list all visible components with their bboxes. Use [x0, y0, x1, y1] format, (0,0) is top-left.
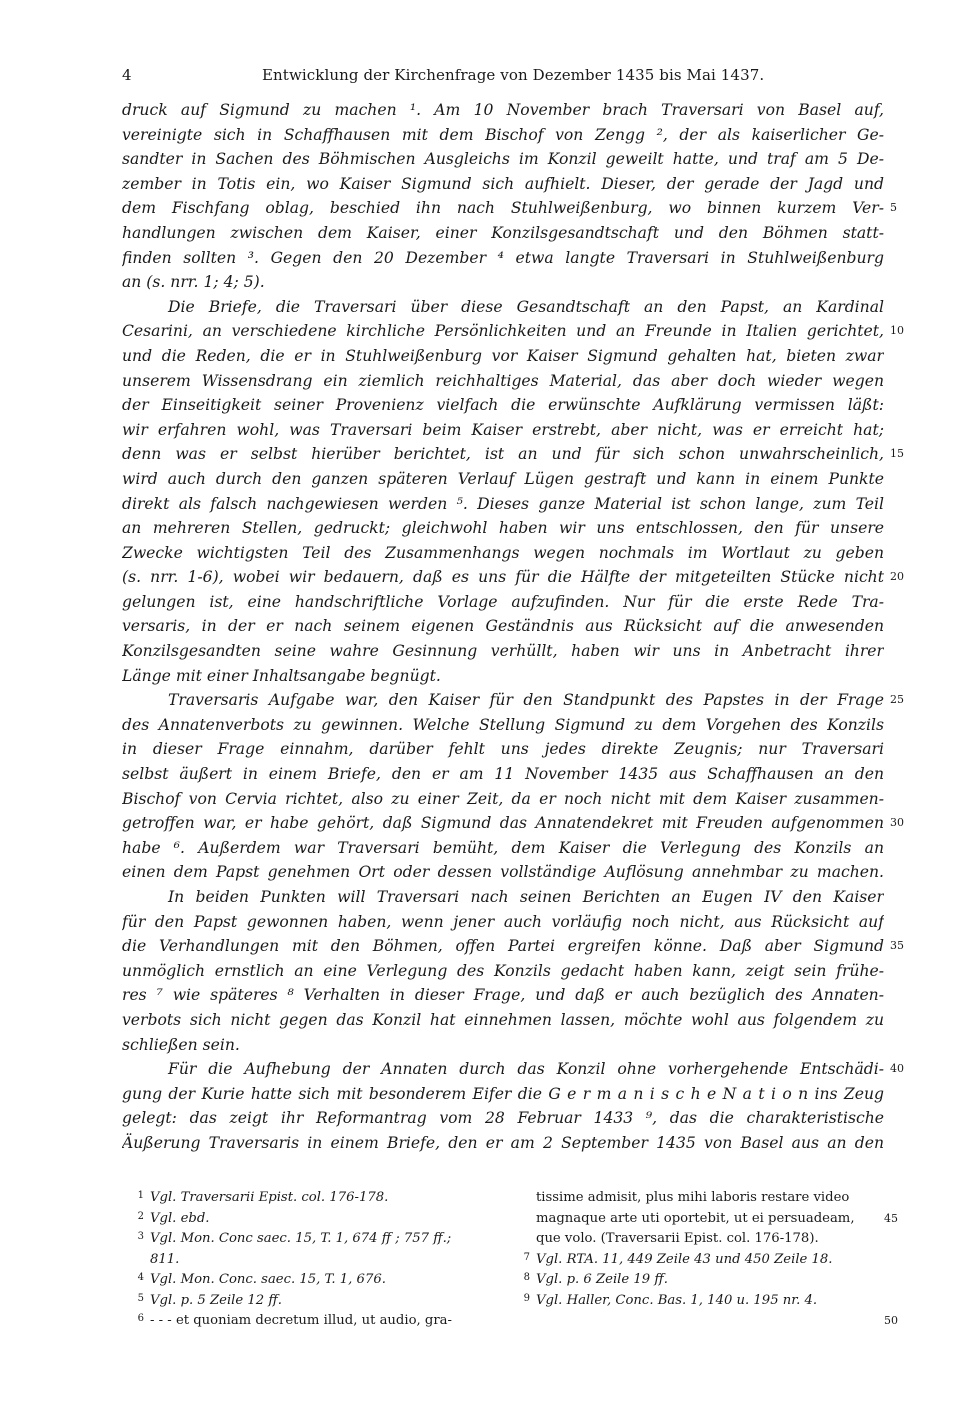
text-line: Zwecke wichtigsten Teil des Zusammenhangs wegen nochmals im Wortlaut zu geben	[122, 543, 884, 562]
footnote-line	[120, 1270, 490, 1291]
footnote-line-number: 50	[884, 1314, 898, 1327]
text-line: getroffen war, er habe gehört, daß Sigmund das Annatendekret mit Freuden aufgenommen	[122, 814, 884, 833]
text-line: Bischof von Cervia richtet, also zu einer Zeit, da er noch nicht mit dem Kaiser zusammen-	[122, 789, 884, 808]
footnote-text: que volo. (Traversarii Epist. col. 176-178).	[536, 1231, 819, 1246]
text-line: Cesarini, an verschiedene kirchliche Persönlichkeiten und an Freunde in Italien gerichtet,	[122, 322, 884, 341]
text-line: gelegt: das zeigt ihr Reformantrag vom 28 Februar 1433 ⁹, das die charakteristische	[122, 1109, 884, 1128]
text-line: dem Fischfang oblag, beschied ihn nach Stuhlweißenburg, wo binnen kurzem Ver-	[122, 199, 884, 218]
text-line: an (s. nrr. 1; 4; 5).	[122, 273, 265, 292]
text-line: (s. nrr. 1-6), wobei wir bedauern, daß es uns für die Hälfte der mitgeteilten Stücke nicht	[122, 568, 884, 587]
text-line: unmöglich ernstlich an eine Verlegung des Konzils gedacht haben kann, zeigt sein frühe-	[122, 961, 884, 980]
footnote-marker: 2	[137, 1210, 144, 1222]
text-line: des Annatenverbots zu gewinnen. Welche Stellung Sigmund zu dem Vorgehen des Konzils	[122, 715, 884, 734]
footnote-line	[120, 1311, 490, 1332]
footnote-line	[120, 1229, 490, 1250]
footnote-line	[506, 1291, 890, 1312]
footnote-text: - - - et quoniam decretum illud, ut audio, gra-	[150, 1313, 452, 1328]
text-line: unserem Wissensdrang ein ziemlich reichhaltiges Material, das aber doch wieder wegen	[122, 371, 884, 390]
text-line: für den Papst gewonnen haben, wenn jener auch vorläufig noch nicht, aus Rücksicht auf	[122, 912, 884, 931]
footnote-text: Vgl. RTA. 11, 449 Zeile 43 und 450 Zeile 18.	[536, 1251, 833, 1267]
footnotes-left-column	[120, 1188, 490, 1332]
footnote-text: Vgl. ebd.	[150, 1210, 210, 1226]
text-line: Konzilsgesandten seine wahre Gesinnung verhüllt, haben wir uns in Anbetracht ihrer	[122, 642, 884, 661]
footnote-line	[120, 1209, 490, 1230]
footnote-line	[120, 1250, 490, 1271]
footnote-line	[506, 1188, 890, 1209]
footnote-text: Vgl. Mon. Conc. saec. 15, T. 1, 676.	[150, 1272, 386, 1287]
line-number: 5	[890, 201, 897, 215]
footnote-text: Vgl. p. 6 Zeile 19 ff.	[536, 1272, 668, 1287]
line-number: 35	[890, 939, 904, 953]
footnote-text: Vgl. p. 5 Zeile 12 ff.	[150, 1292, 282, 1308]
footnote-text: Vgl. Haller, Conc. Bas. 1, 140 u. 195 nr. 4.	[536, 1292, 818, 1308]
footnote-line	[506, 1270, 890, 1291]
footnote-line	[506, 1209, 890, 1230]
line-number: 40	[890, 1062, 904, 1076]
footnote-marker: 8	[523, 1272, 530, 1283]
text-line: selbst äußert in einem Briefe, den er am 11 November 1435 aus Schaffhausen an den	[122, 765, 884, 784]
footnote-text: tissime admisit, plus mihi laboris restare video	[536, 1190, 850, 1205]
text-line: schließen sein.	[122, 1035, 240, 1054]
text-line: wir erfahren wohl, was Traversari beim Kaiser erstrebt, aber nicht, was er erreicht hat;	[122, 420, 884, 439]
text-line: Die Briefe, die Traversari über diese Gesandtschaft an den Papst, an Kardinal	[168, 297, 884, 316]
text-line: vereinigte sich in Schaffhausen mit dem Bischof von Zengg ², der als kaiserlicher Ge-	[122, 125, 884, 144]
footnote-marker: 3	[137, 1231, 144, 1242]
footnote-text: 811.	[150, 1251, 180, 1267]
line-number: 25	[890, 693, 904, 707]
text-line: Länge mit einer Inhaltsangabe begnügt.	[122, 666, 441, 685]
main-text	[122, 98, 884, 1156]
footnote-marker: 5	[137, 1292, 144, 1304]
line-number: 30	[890, 816, 904, 830]
text-line: res ⁷ wie späteres ⁸ Verhalten in dieser Frage, und daß er auch bezüglich des Annaten-	[122, 986, 884, 1005]
text-line: versaris, in der er nach seinem eigenen Geständnis aus Rücksicht auf die anwesenden	[122, 617, 884, 636]
text-line: gelungen ist, eine handschriftliche Vorlage aufzufinden. Nur für die erste Rede Tra-	[122, 592, 884, 611]
text-line: der Einseitigkeit seiner Provenienz vielfach die erwünschte Aufklärung vermissen läßt:	[122, 396, 884, 415]
footnote-marker: 9	[523, 1292, 530, 1304]
line-number: 10	[890, 324, 904, 338]
footnote-marker: 4	[137, 1272, 144, 1283]
footnote-line	[120, 1188, 490, 1209]
text-line: in dieser Frage einnahm, darüber fehlt uns jedes direkte Zeugnis; nur Traversari	[122, 740, 884, 759]
text-line: Für die Aufhebung der Annaten durch das Konzil ohne vorhergehende Entschädi-	[168, 1060, 884, 1079]
text-line: wird auch durch den ganzen späteren Verlauf Lügen gestraft und kann in einem Punkte	[122, 469, 884, 488]
footnote-line-number: 45	[884, 1211, 898, 1225]
text-line: denn was er selbst hierüber berichtet, ist an und für sich schon unwahrscheinlich,	[122, 445, 884, 464]
footnote-text: magnaque arte uti oportebit, ut ei persuadeam,	[536, 1210, 855, 1226]
footnote-marker: 1	[137, 1190, 144, 1201]
footnote-line	[120, 1291, 490, 1312]
text-line: finden sollten ³. Gegen den 20 Dezember ⁴ etwa langte Traversari in Stuhlweißenburg	[122, 248, 884, 267]
text-line: gung der Kurie hatte sich mit besonderem Eifer die G e r m a n i s c h e N a t i o n ins Zeug	[122, 1084, 884, 1103]
text-line: habe ⁶. Außerdem war Traversari bemüht, dem Kaiser die Verlegung des Konzils an	[122, 838, 884, 857]
footnote-text: Vgl. Traversarii Epist. col. 176-178.	[150, 1190, 389, 1205]
page-number: 4	[122, 66, 132, 84]
running-title: Entwicklung der Kirchenfrage von Dezember 1435 bis Mai 1437.	[262, 66, 765, 84]
page-header	[122, 66, 882, 88]
footnotes-right-column	[506, 1188, 890, 1311]
text-line: Traversaris Aufgabe war, den Kaiser für den Standpunkt des Papstes in der Frage	[168, 691, 884, 710]
text-line: verbots sich nicht gegen das Konzil hat einnehmen lassen, möchte wohl aus folgendem zu	[122, 1010, 884, 1029]
text-line: an mehreren Stellen, gedruckt; gleichwohl haben wir uns entschlossen, den für unsere	[122, 519, 884, 538]
text-line: direkt als falsch nachgewiesen werden ⁵. Dieses ganze Material ist schon lange, zum Teil	[122, 494, 884, 513]
line-number: 15	[890, 447, 904, 461]
footnote-line	[506, 1229, 890, 1250]
text-line: Äußerung Traversaris in einem Briefe, den er am 2 September 1435 von Basel aus an den	[122, 1133, 884, 1152]
footnote-text: Vgl. Mon. Conc saec. 15, T. 1, 674 ff ; 757 ff.;	[150, 1231, 452, 1246]
text-line: In beiden Punkten will Traversari nach seinen Berichten an Eugen IV den Kaiser	[168, 888, 884, 906]
text-line: einen dem Papst genehmen Ort oder dessen vollständige Auflösung annehmbar zu machen.	[122, 863, 884, 882]
footnote-line	[506, 1250, 890, 1271]
text-line: sandter in Sachen des Böhmischen Ausgleichs im Konzil geweilt hatte, und traf am 5 De-	[122, 150, 884, 169]
footnote-marker: 6	[137, 1313, 144, 1324]
text-line: zember in Totis ein, wo Kaiser Sigmund sich aufhielt. Dieser, der gerade der Jagd und	[122, 174, 884, 193]
text-line: handlungen zwischen dem Kaiser, einer Konzilsgesandtschaft und den Böhmen statt-	[122, 223, 884, 242]
text-line: die Verhandlungen mit den Böhmen, offen Partei ergreifen könne. Daß aber Sigmund	[122, 937, 884, 956]
text-line: und die Reden, die er in Stuhlweißenburg vor Kaiser Sigmund gehalten hat, bieten zwar	[122, 346, 884, 365]
footnote-marker: 7	[523, 1251, 530, 1263]
text-line: druck auf Sigmund zu machen ¹. Am 10 November brach Traversari von Basel auf,	[122, 101, 884, 119]
line-number: 20	[890, 570, 904, 584]
